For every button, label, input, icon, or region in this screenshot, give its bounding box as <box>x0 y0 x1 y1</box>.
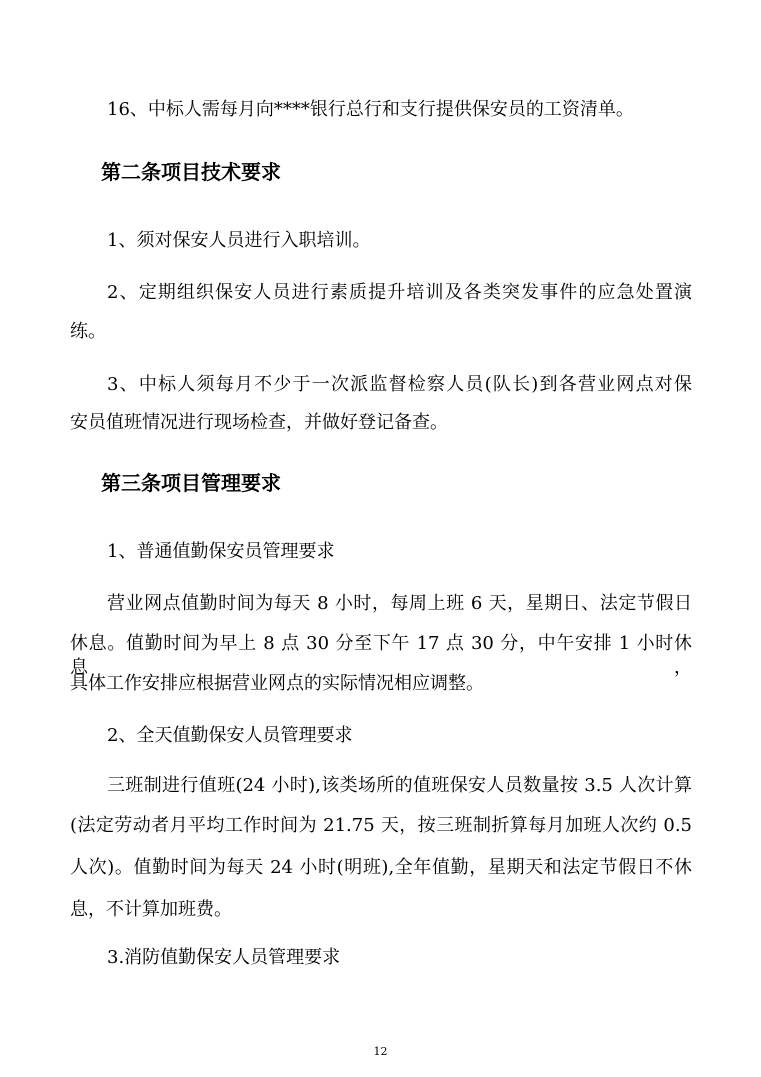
section-3-para-1-line-3: 具体工作安排应根据营业网点的实际情况相应调整。 <box>70 673 484 694</box>
section-3-para-1-line-2: 休息。值勤时间为早上 8 点 30 分至下午 17 点 30 分，中午安排 1 小时休息， <box>70 633 692 678</box>
section-3-item-1: 1、普通值勤保安员管理要求 <box>107 541 335 562</box>
section-3-item-2: 2、全天值勤保安人员管理要求 <box>107 725 353 746</box>
section-3-item-3: 3.消防值勤保安人员管理要求 <box>107 947 341 968</box>
section-3-para-2-line-1: 三班制进行值班(24 小时),该类场所的值班保安人员数量按 3.5 人次计算 <box>107 775 692 796</box>
section-3-para-1-line-1: 营业网点值勤时间为每天 8 小时，每周上班 6 天，星期日、法定节假日 <box>107 593 692 614</box>
section-3-heading: 第三条项目管理要求 <box>101 471 281 495</box>
page-number: 12 <box>373 1045 388 1058</box>
section-2-item-2-line-1: 2、定期组织保安人员进行素质提升培训及各类突发事件的应急处置演 <box>107 282 692 303</box>
item-16-salary-list: 16、中标人需每月向****银行总行和支行提供保安员的工资清单。 <box>107 99 634 120</box>
section-2-item-3-line-1: 3、中标人须每月不少于一次派监督检察人员(队长)到各营业网点对保 <box>107 374 692 395</box>
section-3-para-2-line-4: 息，不计算加班费。 <box>70 899 232 920</box>
section-2-heading: 第二条项目技术要求 <box>101 160 281 184</box>
section-2-item-1: 1、须对保安人员进行入职培训。 <box>107 230 371 251</box>
section-3-para-2-line-3: 人次)。值勤时间为每天 24 小时(明班),全年值勤，星期天和法定节假日不休 <box>70 857 692 878</box>
section-2-item-3-line-2: 安员值班情况进行现场检查，并做好登记备查。 <box>70 412 448 433</box>
section-3-para-2-line-2: (法定劳动者月平均工作时间为 21.75 天，按三班制折算每月加班人次约 0.5 <box>70 815 692 836</box>
section-2-item-2-line-2: 练。 <box>70 321 106 342</box>
